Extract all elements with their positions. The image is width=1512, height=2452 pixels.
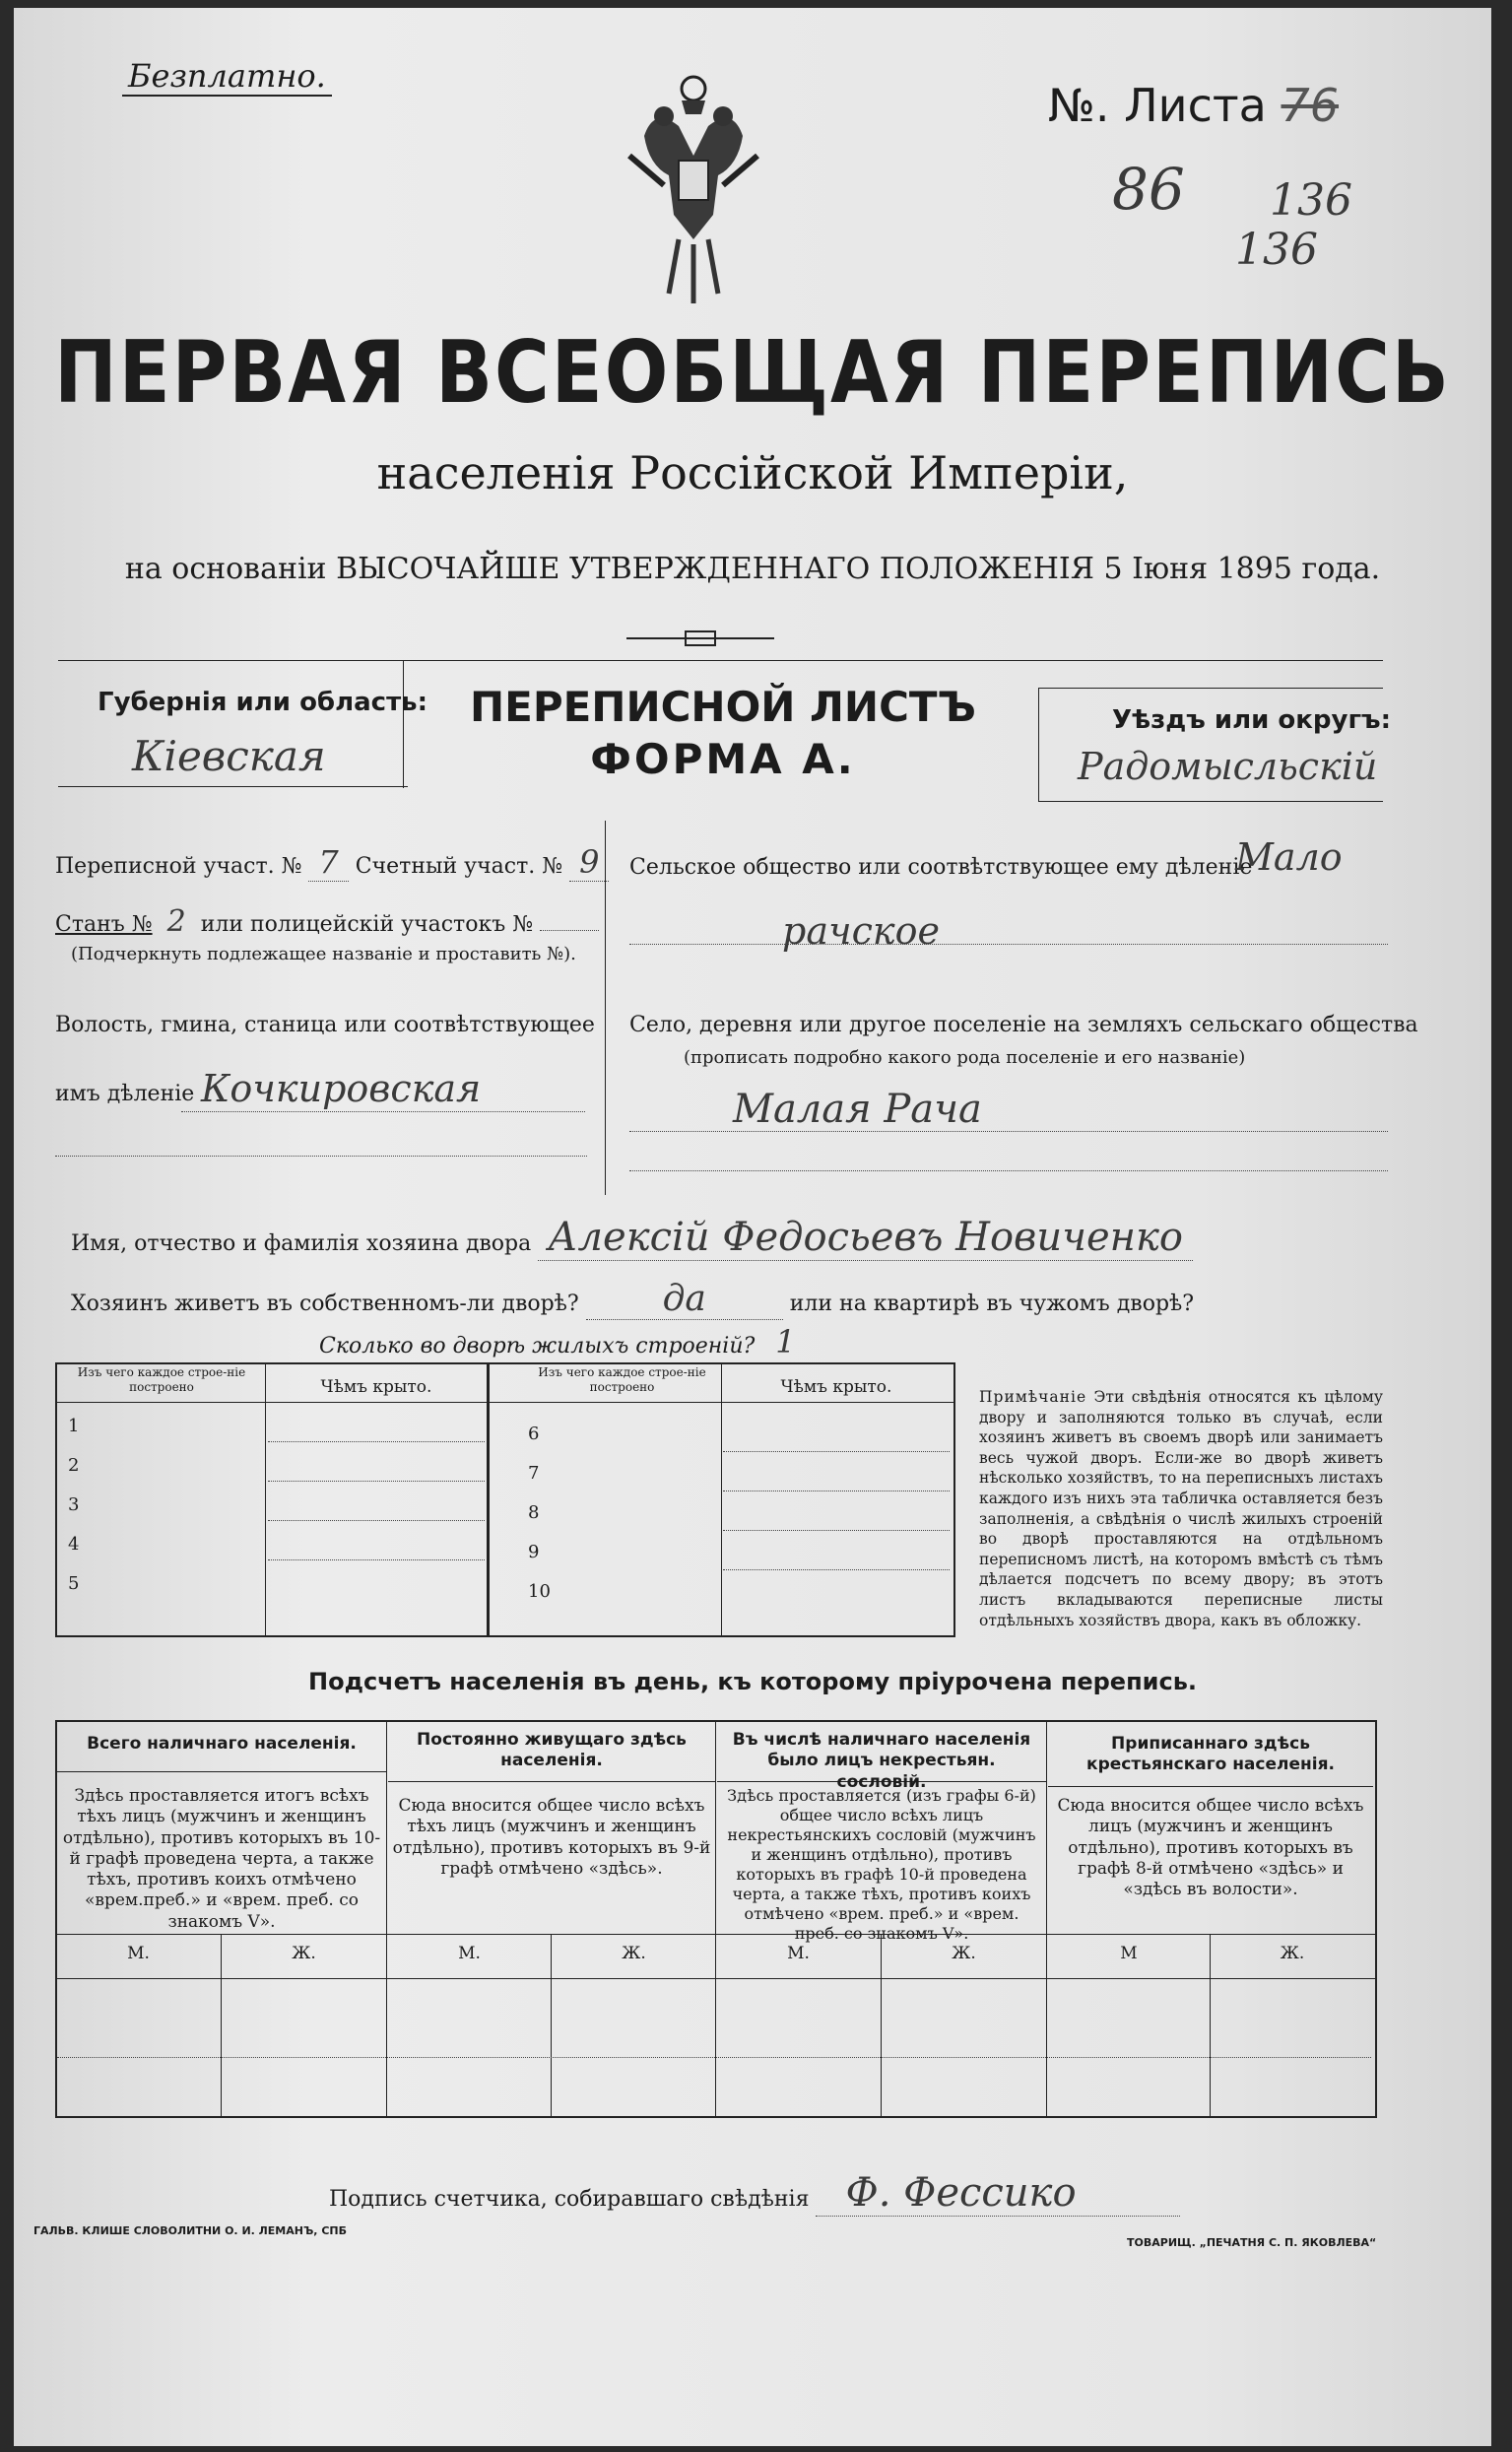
pop-col-1-f: Ж.	[292, 1944, 316, 1963]
pop-col-3-f: Ж.	[952, 1944, 976, 1963]
counting-district-value: 9	[569, 843, 609, 882]
sheet-number-hand-1: 86	[1112, 156, 1185, 223]
society-label: Сельское общество или соотвѣтствующее ему дѣленіе	[629, 855, 1253, 880]
printer-right: ТОВАРИЩ. „ПЕЧАТНЯ С. П. ЯКОВЛЕВА“	[1127, 2236, 1377, 2249]
stan	[55, 904, 599, 939]
pop-col-3-desc: Здѣсь проставляется (изъ графы 6-й) общее число всѣхъ лицъ некрестьянскихъ сословій (мужчинъ и женщинъ отдѣльно), противъ которыхъ въ графѣ 10-й проведена черта, а также тѣхъ, противъ коихъ отмѣчено «врем. преб.» и «врем. преб. со знакомъ V».	[727, 1786, 1036, 1943]
buildings-count	[319, 1323, 810, 1360]
table-row: 10	[528, 1581, 551, 1602]
pop-col-4-f: Ж.	[1280, 1944, 1305, 1963]
sheet-number	[1048, 79, 1339, 132]
table-row: 9	[528, 1542, 540, 1562]
stan-note: (Подчеркнуть подлежащее названіе и проставить №).	[71, 944, 576, 964]
volost-label-2: имъ дѣленіе	[55, 1082, 195, 1106]
col-material-left: Изъ чего каждое строе-ніе построено	[77, 1365, 246, 1394]
society-value-1: Мало	[1235, 835, 1343, 879]
rows-left	[68, 1407, 79, 1604]
buildings-count-value: 1	[775, 1323, 796, 1360]
form-name: ФОРМА А.	[590, 735, 856, 783]
table-row: 1	[68, 1416, 80, 1436]
table-row: 5	[68, 1573, 80, 1594]
col-roof-right: Чѣмъ крыто.	[780, 1377, 892, 1397]
stan-value: 2	[166, 904, 186, 939]
page-title: ПЕРВАЯ ВСЕОБЩАЯ ПЕРЕПИСЬ	[54, 321, 1451, 423]
uezd-value: Радомысльскій	[1078, 745, 1378, 788]
pop-col-1-m: М.	[127, 1944, 150, 1963]
owner-lives-value: да	[586, 1279, 783, 1320]
stan-label: Станъ №	[55, 912, 153, 937]
owner-lives-label: Хозяинъ живетъ въ собственномъ-ли дворѣ?	[71, 1292, 579, 1316]
pop-col-1-title: Всего наличнаго населенія.	[87, 1734, 357, 1754]
signature-label: Подпись счетчика, собиравшаго свѣдѣнія	[329, 2187, 810, 2212]
buildings-table	[55, 1362, 955, 1637]
society-value-2: рачское	[782, 909, 940, 953]
page-subtitle: населенія Россійской Имперіи,	[376, 446, 1129, 499]
pop-col-2-m: М.	[458, 1944, 481, 1963]
table-row: 3	[68, 1494, 80, 1515]
volost-value: Кочкировская	[201, 1067, 482, 1110]
ornament-divider-icon	[626, 629, 774, 648]
pop-col-1-desc: Здѣсь проставляется итогъ всѣхъ тѣхъ лицъ (мужчинъ и женщинъ отдѣльно), противъ которыхъ въ 10-й графѣ проведена черта, а также тѣхъ, противъ коихъ отмѣчено «врем.преб.» и «врем. преб. со знакомъ V».	[62, 1786, 381, 1932]
pop-col-4-desc: Сюда вносится общее число всѣхъ лицъ (мужчинъ и женщинъ отдѣльно), противъ которыхъ въ графѣ 8-й отмѣчено «здѣсь» и «здѣсь въ волости».	[1057, 1796, 1364, 1899]
village-label: Село, деревня или другое поселеніе на земляхъ сельскаго общества	[629, 1013, 1418, 1037]
pop-col-2-f: Ж.	[622, 1944, 646, 1963]
owner-name-label: Имя, отчество и фамилія хозяина двора	[71, 1231, 532, 1256]
population-heading: Подсчетъ населенія въ день, къ которому пріурочена перепись.	[308, 1668, 1197, 1695]
legal-basis: на основаніи ВЫСОЧАЙШЕ УТВЕРЖДЕННАГО ПОЛОЖЕНІЯ 5 Іюня 1895 года.	[124, 552, 1381, 586]
free-label: Безплатно.	[122, 57, 332, 97]
census-district-label: Переписной участ. №	[55, 854, 302, 879]
signature	[329, 2170, 1180, 2217]
volost-label-1: Волость, гмина, станица или соотвѣтствующее	[55, 1013, 595, 1037]
police-label: или полицейскій участокъ №	[200, 912, 534, 937]
signature-value: Ф. Фессико	[816, 2170, 1180, 2217]
owner-name-value: Алексій Федосьевъ Новиченко	[538, 1215, 1193, 1261]
pop-col-2-title: Постоянно живущаго здѣсь населенія.	[417, 1730, 687, 1771]
table-row: 8	[528, 1502, 540, 1523]
table-row: 7	[528, 1463, 540, 1484]
village-note: (прописать подробно какого рода поселеніе и его названіе)	[684, 1047, 1246, 1068]
census-district	[55, 843, 609, 881]
census-sheet	[14, 8, 1491, 2446]
pop-col-3-title: Въ числѣ наличнаго населенія было лицъ некрестьян. сословій.	[732, 1730, 1031, 1792]
sheet-number-label: №. Листа	[1048, 79, 1267, 132]
rows-right	[528, 1415, 551, 1612]
sheet-number-hand-3: 136	[1235, 225, 1318, 275]
note-title: Примѣчаніе	[979, 1388, 1087, 1406]
table-row: 2	[68, 1455, 80, 1476]
table-row: 6	[528, 1424, 540, 1444]
owner-lives	[71, 1279, 1194, 1320]
gubernia-label: Губернія или область:	[98, 688, 427, 717]
note	[979, 1387, 1383, 1630]
pop-col-4-title: Приписаннаго здѣсь крестьянскаго населенія.	[1086, 1734, 1335, 1775]
pop-col-4-m: М	[1120, 1944, 1138, 1963]
village-value: Малая Рача	[733, 1087, 982, 1132]
sheet-number-hand-2: 136	[1270, 175, 1352, 226]
note-text: Эти свѣдѣнія относятся къ цѣлому двору и заполняются только въ случаѣ, если хозяинъ живетъ въ своемъ дворѣ или занимаетъ весь чужой дворъ. Если-же во дворѣ живетъ нѣсколько хозяйствъ, то на переписныхъ листахъ каждого изъ нихъ эта табличка оставляется безъ заполненія, а свѣдѣнія о числѣ жилыхъ строеній во дворѣ проставляются на отдѣльномъ переписномъ листѣ, на которомъ вмѣстѣ съ тѣмъ дѣлается подсчетъ по всему двору; въ этотъ листъ вкладываются переписные листы отдѣльныхъ хозяйствъ двора, какъ въ обложку.	[979, 1388, 1383, 1629]
uezd-label: Уѣздъ или округъ:	[1112, 705, 1391, 735]
table-row: 4	[68, 1534, 80, 1555]
census-district-value: 7	[308, 843, 348, 882]
buildings-count-label: Сколько во дворѣ жилыхъ строеній?	[319, 1334, 756, 1359]
col-roof-left: Чѣмъ крыто.	[320, 1377, 432, 1397]
pop-col-3-m: М.	[787, 1944, 810, 1963]
double-headed-eagle-icon	[625, 67, 762, 313]
sheet-title: ПЕРЕПИСНОЙ ЛИСТЪ	[469, 683, 977, 731]
col-material-right: Изъ чего каждое строе-ніе построено	[538, 1365, 706, 1394]
printer-left: ГАЛЬВ. КЛИШЕ СЛОВОЛИТНИ О. И. ЛЕМАНЪ, СПБ	[33, 2224, 347, 2237]
owner-rent-label: или на квартирѣ въ чужомъ дворѣ?	[789, 1292, 1195, 1316]
pop-col-2-desc: Сюда вносится общее число всѣхъ тѣхъ лицъ (мужчинъ и женщинъ отдѣльно), противъ которыхъ въ 9-й графѣ отмѣчено «здѣсь».	[392, 1796, 711, 1879]
counting-district-label: Счетный участ. №	[355, 854, 563, 879]
gubernia-value: Кіевская	[132, 732, 326, 780]
sheet-number-crossed: 76	[1281, 79, 1340, 132]
owner-name	[71, 1215, 1193, 1260]
